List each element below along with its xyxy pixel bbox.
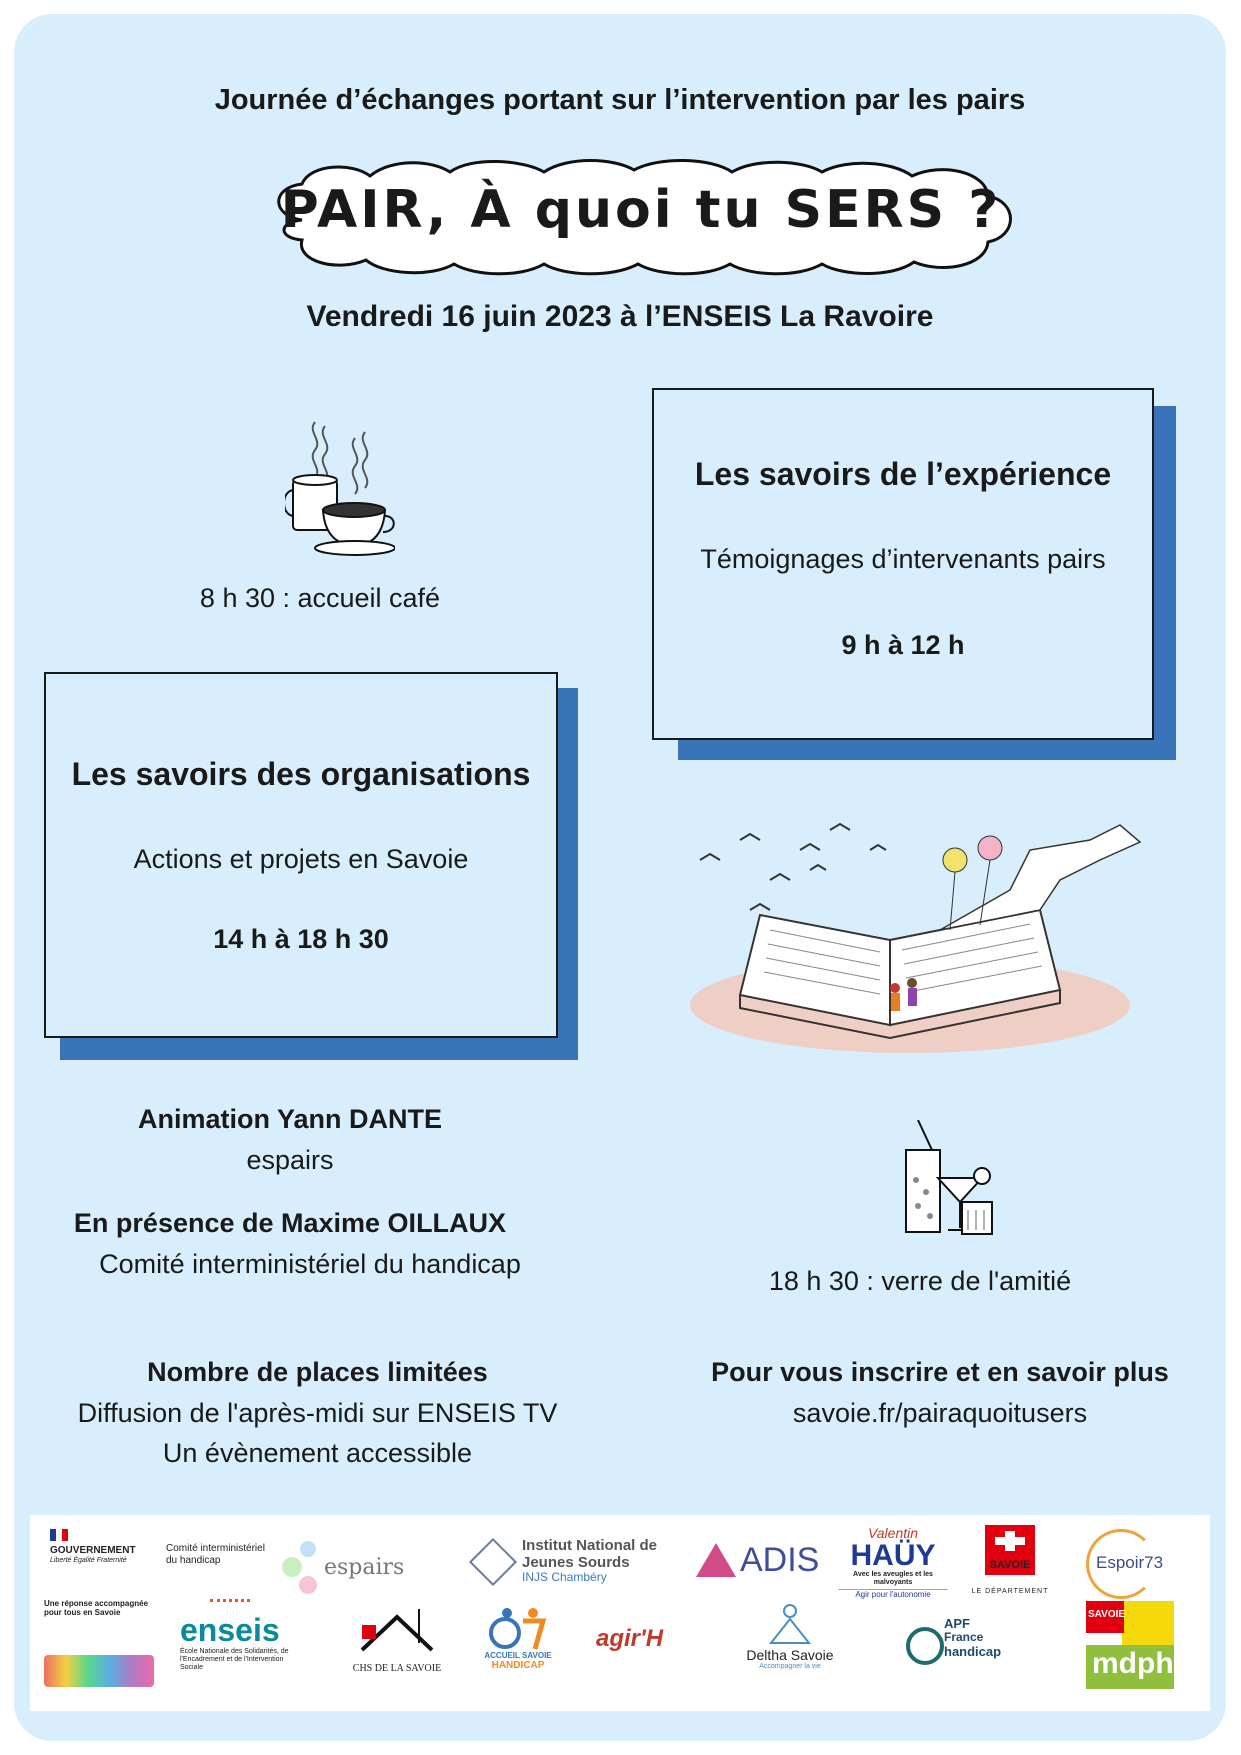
vh-line-1: Valentin <box>867 1525 919 1541</box>
logo-apf-france-handicap <box>906 1611 1016 1681</box>
injs-line-2: Jeunes Sourds <box>522 1554 630 1571</box>
logo-enseis <box>180 1599 320 1672</box>
title-cloud <box>262 158 1020 278</box>
logo-espairs <box>278 1529 448 1599</box>
chs-roof-icon <box>357 1605 437 1663</box>
logo-deltha-savoie <box>730 1603 850 1671</box>
marianne-icon <box>50 1529 68 1541</box>
welcome-coffee-text: 8 h 30 : accueil café <box>199 583 441 613</box>
afternoon-session-box <box>44 672 558 1038</box>
vh-line-3: Avec les aveugles et les malvoyants <box>853 1571 933 1587</box>
deltha-text: Deltha Savoie <box>746 1647 834 1663</box>
rapt-colors-icon <box>44 1655 154 1687</box>
injs-diamond-icon <box>469 1538 517 1586</box>
balloons-icon <box>278 1539 322 1599</box>
ash-figures-icon <box>483 1607 553 1651</box>
logo-gouvernement <box>50 1529 150 1565</box>
enseis-sub-text: École Nationale des Solidarités, de l'Encadrement et de l'Intervention Sociale <box>180 1648 289 1672</box>
limited-places: Nombre de places limitées <box>147 1357 488 1387</box>
adis-text: ADIS <box>740 1541 820 1579</box>
morning-session-subtitle: Témoignages d’intervenants pairs <box>700 544 1106 574</box>
afternoon-session-time: 14 h à 18 h 30 <box>213 924 389 954</box>
apf-swirl-icon <box>906 1627 944 1665</box>
box-shadow <box>60 1038 578 1060</box>
logo-cih: Comité interministériel du handicap <box>166 1543 265 1566</box>
logo-rapt <box>44 1599 164 1687</box>
morning-session-time: 9 h à 12 h <box>841 630 965 660</box>
enseis-text: enseis <box>180 1612 280 1648</box>
event-date: Vendredi 16 juin 2023 à l’ENSEIS La Ravoire <box>306 300 934 333</box>
box-shadow <box>556 688 578 1060</box>
logo-adis <box>696 1537 826 1587</box>
apf-line-2: France <box>944 1630 984 1644</box>
animation-org: espairs <box>246 1145 334 1175</box>
register-url[interactable]: savoie.fr/pairaquoitusers <box>792 1398 1088 1428</box>
ash-line-2: HANDICAP <box>491 1660 545 1672</box>
register-heading: Pour vous inscrire et en savoir plus <box>711 1357 1169 1387</box>
logo-espoir73 <box>1086 1529 1196 1599</box>
savoie-text: SAVOIE <box>989 1559 1031 1571</box>
mdph-yellow-block <box>1122 1601 1174 1645</box>
morning-session-title: Les savoirs de l’expérience <box>694 456 1112 492</box>
savoie-dept-text: LE DÉPARTEMENT <box>971 1587 1049 1595</box>
deltha-sub-text: Accompagner la vie <box>759 1663 821 1671</box>
logo-savoie-departement <box>970 1525 1050 1596</box>
evening-drink-text: 18 h 30 : verre de l'amitié <box>768 1266 1072 1296</box>
open-book-illustration <box>680 820 1150 1070</box>
afternoon-session-subtitle: Actions et projets en Savoie <box>133 844 469 874</box>
apf-line-3: handicap <box>944 1644 1002 1659</box>
rapt-text: Une réponse accompagnée pour tous en Savoie <box>44 1599 149 1618</box>
broadcast-info: Diffusion de l'après-midi sur ENSEIS TV <box>77 1398 558 1428</box>
event-subtitle: Journée d’échanges portant sur l’intervention par les pairs <box>214 84 1026 116</box>
accessible-info: Un évènement accessible <box>162 1438 473 1468</box>
injs-line-1: Institut National de <box>522 1537 657 1554</box>
logo-gouv-motto: Liberté Égalité Fraternité <box>50 1556 127 1564</box>
logo-espairs-text: espairs <box>324 1555 405 1580</box>
morning-session-box <box>652 388 1154 740</box>
adis-triangle-icon <box>696 1543 736 1577</box>
drinks-glasses-icon <box>900 1120 1000 1238</box>
animation-name: Animation Yann DANTE <box>137 1104 443 1134</box>
logo-chs-savoie <box>342 1605 452 1675</box>
logo-gouv-text: GOUVERNEMENT <box>50 1545 136 1556</box>
box-shadow <box>678 738 1176 760</box>
afternoon-session-title: Les savoirs des organisations <box>71 756 531 792</box>
mdph-text: mdph <box>1092 1647 1174 1680</box>
presence-name: En présence de Maxime OILLAUX <box>73 1208 507 1238</box>
event-title: PAIR, À quoi tu SERS ? <box>280 180 1002 240</box>
apf-line-1: APF <box>944 1616 970 1631</box>
logo-accueil-savoie-handicap <box>468 1607 568 1672</box>
deltha-figure-icon <box>765 1603 815 1647</box>
espoir-text: Espoir73 <box>1096 1553 1164 1572</box>
logo-mdph <box>1086 1601 1176 1701</box>
partner-logos <box>30 1515 1210 1711</box>
coffee-cups-icon <box>285 418 395 558</box>
logo-valentin-hauy <box>838 1525 948 1599</box>
vh-line-2: HAÜY <box>850 1539 936 1573</box>
mdph-savoie-text: SAVOIE <box>1088 1609 1126 1620</box>
presence-org: Comité interministériel du handicap <box>99 1249 521 1279</box>
injs-line-3: INJS Chambéry <box>522 1570 607 1584</box>
chs-text: CHS DE LA SAVOIE <box>352 1663 442 1674</box>
logo-injs <box>470 1537 670 1587</box>
ash-line-1: ACCUEIL SAVOIE <box>484 1651 552 1660</box>
logo-agirh: agir'H <box>596 1625 664 1652</box>
vh-line-4: Agir pour l'autonomie <box>838 1589 948 1599</box>
